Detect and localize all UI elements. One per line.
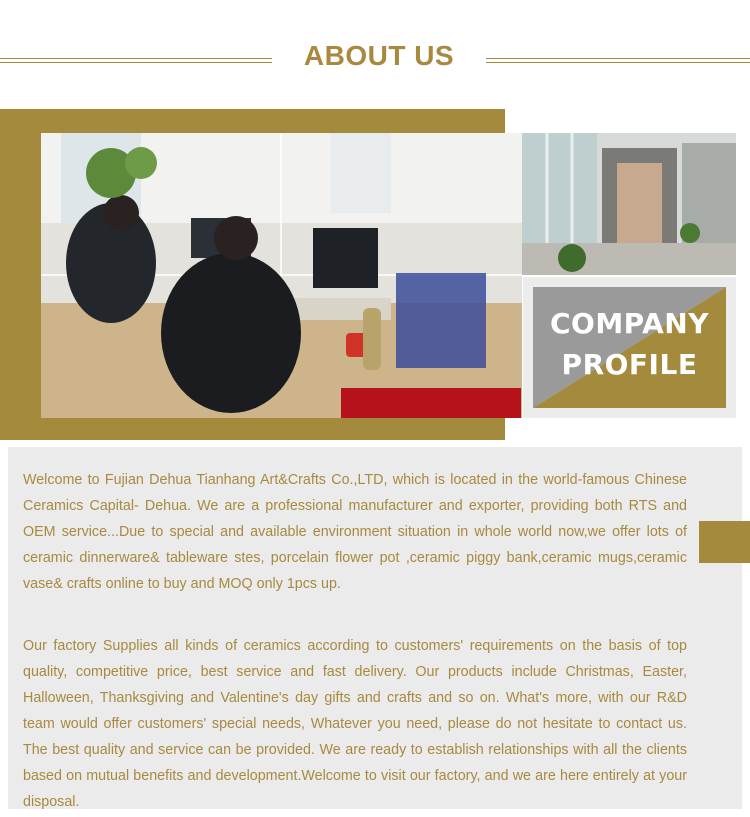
section-header (0, 0, 750, 110)
corridor-photo (522, 133, 736, 275)
page-title: ABOUT US (303, 40, 455, 71)
about-text-panel (8, 447, 742, 809)
office-photo (41, 133, 522, 418)
header-rule-left (0, 58, 272, 63)
profile-line-2: PROFILE (561, 348, 698, 381)
profile-line-1: COMPANY (549, 307, 710, 340)
header-rule-right (486, 58, 750, 63)
company-profile-graphic (533, 287, 726, 408)
about-paragraph-2: Our factory Supplies all kinds of ceramics according to customers' requirements on the basis of top quality, competitive price, best service and fast delivery. Our products include Christmas, Easter, Halloween, Thanksgiving and Valentine's day gifts and crafts and so on. What's more, with our R&D team would offer customers' special needs, Whatever you need, please do not hesitate to contact us. The best quality and service can be provided. We are ready to establish relationships with all the clients based on mutual benefits and development.Welcome to visit our factory, and we are here entirely at your disposal. (23, 638, 687, 810)
company-profile-card (523, 277, 736, 418)
about-paragraph-1: Welcome to Fujian Dehua Tianhang Art&Crafts Co.,LTD, which is located in the world-famous Chinese Ceramics Capital- Dehua. We are a professional manufacturer and exporter, providing both RTS and OEM service...Due to special and available environment situation in whole world now,we offer lots of ceramic dinnerware& tableware stes, porcelain flower pot ,ceramic piggy bank,ceramic mugs,ceramic vase& crafts online to buy and MOQ only 1pcs up. (23, 472, 687, 592)
side-tab[interactable] (699, 521, 750, 563)
corridor-photo-illustration (522, 133, 736, 275)
company-profile-label (533, 303, 726, 385)
office-photo-illustration (41, 133, 522, 418)
